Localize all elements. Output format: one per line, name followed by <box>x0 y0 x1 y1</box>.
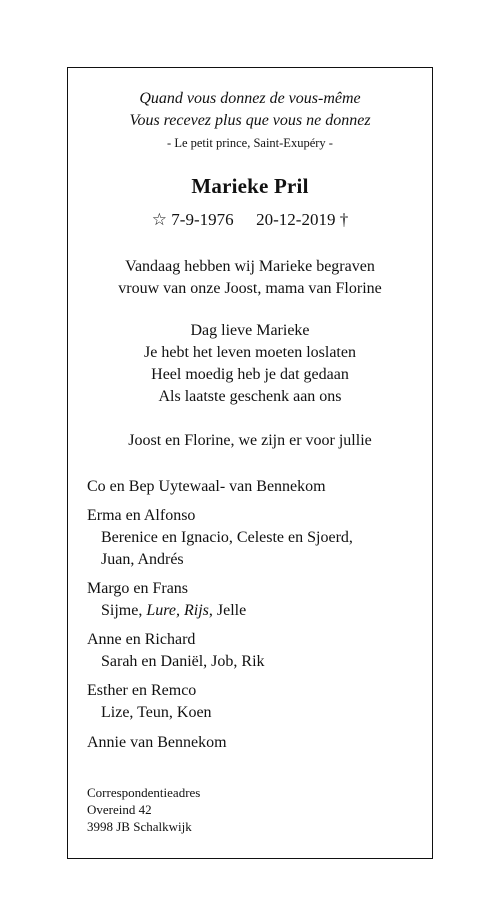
birth-date: 7-9-1976 <box>171 210 234 229</box>
family-line-last: Annie van Bennekom <box>87 734 227 751</box>
family-line-1: Co en Bep Uytewaal- van Bennekom <box>87 478 326 495</box>
family-group3-child-3: , Jelle <box>208 602 247 619</box>
death-date: 20-12-2019 <box>256 210 336 229</box>
family-group2-children-a: Berenice en Ignacio, Celeste en Sjoerd, <box>101 529 353 546</box>
correspondence-label: Correspondentieadres <box>87 785 201 800</box>
quote-attribution: - Le petit prince, Saint-Exupéry - <box>167 136 333 150</box>
cross-icon: † <box>339 210 349 229</box>
obituary-card <box>67 67 433 859</box>
poem-line-2: Je hebt het leven moeten loslaten <box>144 344 356 361</box>
deceased-name: Marieke Pril <box>191 174 309 198</box>
star-icon: ☆ <box>151 210 168 229</box>
quote-line-1: Quand vous donnez de vous-même <box>139 90 361 107</box>
poem-line-4: Als laatste geschenk aan ons <box>158 388 342 405</box>
poem-line-1: Dag lieve Marieke <box>190 322 310 339</box>
poem-line-3: Heel moedig heb je dat gedaan <box>151 366 349 383</box>
family-group3-parents: Margo en Frans <box>87 580 189 597</box>
closing-line: Joost en Florine, we zijn er voor jullie <box>128 432 372 449</box>
family-group3-child-2: Lure, Rijs <box>146 602 209 619</box>
family-group2-parents: Erma en Alfonso <box>87 507 196 524</box>
correspondence-city: 3998 JB Schalkwijk <box>87 819 192 834</box>
announcement-line-1: Vandaag hebben wij Marieke begraven <box>125 258 375 275</box>
correspondence-street: Overeind 42 <box>87 802 152 817</box>
family-group4-children: Sarah en Daniël, Job, Rik <box>101 653 265 670</box>
family-group3-child-1: Sijme, <box>101 602 147 619</box>
family-group3-children <box>87 600 422 622</box>
family-group2-children-b: Juan, Andrés <box>101 551 184 568</box>
family-group5-children: Lize, Teun, Koen <box>101 704 212 721</box>
announcement-line-2: vrouw van onze Joost, mama van Florine <box>118 280 382 297</box>
quote-line-2: Vous recevez plus que vous ne donnez <box>129 112 371 129</box>
family-group5-parents: Esther en Remco <box>87 682 197 699</box>
family-group4-parents: Anne en Richard <box>87 631 196 648</box>
life-dates <box>68 209 432 231</box>
